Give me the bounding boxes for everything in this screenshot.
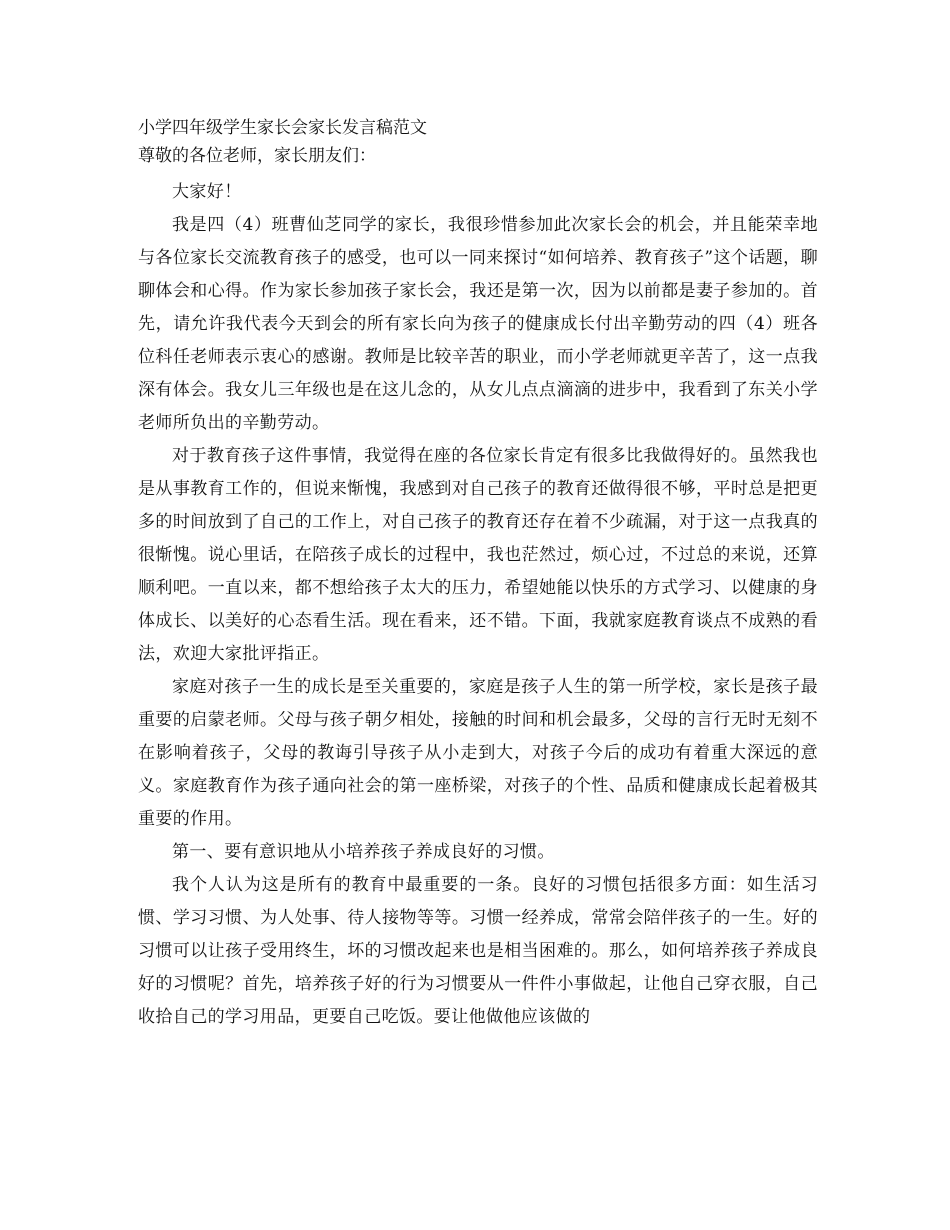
paragraph-reflection: 对于教育孩子这件事情，我觉得在座的各位家长肯定有很多比我做得好的。虽然我也是从事教育工作的，但说来惭愧，我感到对自己孩子的教育还做得很不够，平时总是把更多的时间放到了自己的工作上，对自己孩子的教育还存在着不少疏漏，对于这一点我真的很惭愧。说心里话，在陪孩子成长的过程中，我也茫然过，烦心过，不过总的来说，还算顺利吧。一直以来，都不想给孩子太大的压力，希望她能以快乐的方式学习、以健康的身体成长、以美好的心态看生活。现在看来，还不错。下面，我就家庭教育谈点不成熟的看法，欢迎大家批评指正。 <box>138 446 818 664</box>
document-body <box>138 114 818 1034</box>
paragraph-introduction: 我是四（4）班曹仙芝同学的家长，我很珍惜参加此次家长会的机会，并且能荣幸地与各位家长交流教育孩子的感受，也可以一同来探讨“如何培养、教育孩子”这个话题，聊聊体会和心得。作为家长参加孩子家长会，我还是第一次，因为以前都是妻子参加的。首先，请允许我代表今天到会的所有家长向为孩子的健康成长付出辛勤劳动的四（4）班各位科任老师表示衷心的感谢。教师是比较辛苦的职业，而小学老师就更辛苦了，这一点我深有体会。我女儿三年级也是在这儿念的，从女儿点点滴滴的进步中，我看到了东关小学老师所负出的辛勤劳动。 <box>138 215 818 433</box>
paragraph-point-one-heading: 第一、要有意识地从小培养孩子养成良好的习惯。 <box>172 842 555 862</box>
paragraph-greeting: 大家好！ <box>172 182 242 202</box>
salutation: 尊敬的各位老师，家长朋友们： <box>138 146 376 166</box>
paragraph-family-importance: 家庭对孩子一生的成长是至关重要的，家庭是孩子人生的第一所学校，家长是孩子最重要的启蒙老师。父母与孩子朝夕相处，接触的时间和机会最多，父母的言行无时无刻不在影响着孩子，父母的教诲引导孩子从小走到大，对孩子今后的成功有着重大深远的意义。家庭教育作为孩子通向社会的第一座桥梁，对孩子的个性、品质和健康成长起着极其重要的作用。 <box>138 677 818 829</box>
document-title: 小学四年级学生家长会家长发言稿范文 <box>138 118 427 138</box>
paragraph-habits: 我个人认为这是所有的教育中最重要的一条。良好的习惯包括很多方面：如生活习惯、学习习惯、为人处事、待人接物等等。习惯一经养成，常常会陪伴孩子的一生。好的习惯可以让孩子受用终生，坏的习惯改起来也是相当困难的。那么，如何培养孩子养成良好的习惯呢？首先，培养孩子好的行为习惯要从一件件小事做起，让他自己穿衣服，自己收拾自己的学习用品，更要自己吃饭。要让他做他应该做的 <box>138 875 818 1027</box>
